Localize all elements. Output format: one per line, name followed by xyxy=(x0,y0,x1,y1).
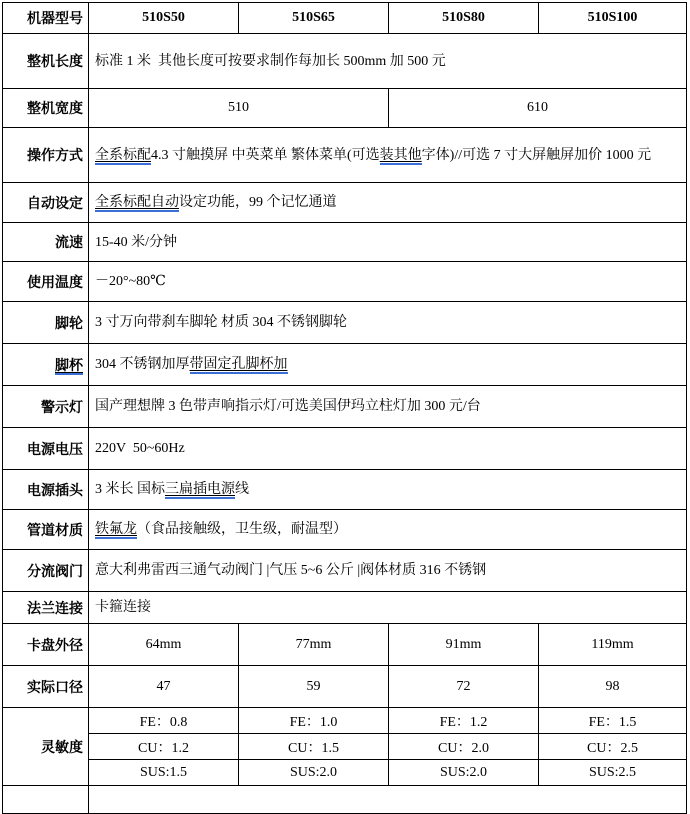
underlined-text: 铁氟龙 xyxy=(95,522,137,537)
text: 3 米长 国标 xyxy=(95,482,165,497)
underlined-text: 全系标配 xyxy=(95,147,151,163)
row-label-text: 灵敏度 xyxy=(41,738,83,755)
value-cell: 72 xyxy=(389,666,539,708)
row-label-13 xyxy=(3,550,89,592)
value-cell: 510S100 xyxy=(539,3,687,34)
value-cell xyxy=(89,128,687,183)
text: （食品接触级，卫生级，耐温型） xyxy=(137,522,347,537)
row-label-text: 整机长度 xyxy=(27,53,83,69)
value-cell xyxy=(89,550,687,592)
value-cell xyxy=(89,183,687,223)
text: 3 寸万向带刹车脚轮 材质 304 不锈钢脚轮 xyxy=(95,315,347,330)
value-cell: CU：2.0 xyxy=(389,734,539,760)
row-label-text: 分流阀门 xyxy=(27,562,83,579)
row-label-text: 电源插头 xyxy=(27,481,83,498)
row-label-12 xyxy=(3,510,89,550)
row-label-5 xyxy=(3,223,89,262)
row-label-text: 自动设定 xyxy=(27,194,83,211)
text: 设定功能，99 个记忆通道 xyxy=(179,195,337,210)
text: 4.3 寸触摸屏 中英菜单 繁体菜单(可选 xyxy=(151,147,380,163)
value-cell xyxy=(89,344,687,386)
value-cell: 610 xyxy=(389,89,687,128)
row-label-17 xyxy=(3,708,89,786)
value-cell: FE：1.5 xyxy=(539,708,687,734)
row-label-10 xyxy=(3,428,89,470)
value-cell: CU：1.5 xyxy=(239,734,389,760)
row-label-8 xyxy=(3,344,89,386)
row-label-text: 整机宽度 xyxy=(27,100,83,116)
value-cell xyxy=(89,510,687,550)
spec-table-body xyxy=(3,3,687,814)
row-label-text: 操作方式 xyxy=(27,147,83,163)
underlined-text: 装其他 xyxy=(379,147,422,163)
row-label-1 xyxy=(3,34,89,89)
row-label-text: 脚杯 xyxy=(55,356,83,373)
row-label-2 xyxy=(3,89,89,128)
row-label-6 xyxy=(3,262,89,302)
row-label-16 xyxy=(3,666,89,708)
row-label-text: 电源电压 xyxy=(27,440,83,457)
value-cell: 510S80 xyxy=(389,3,539,34)
text: 304 不锈钢加厚 xyxy=(95,357,190,372)
value-cell xyxy=(89,428,687,470)
row-label-3 xyxy=(3,128,89,183)
text: 220V 50~60Hz xyxy=(95,441,185,456)
value-cell: 510S65 xyxy=(239,3,389,34)
value-cell: FE：1.2 xyxy=(389,708,539,734)
value-cell: FE：0.8 xyxy=(89,708,239,734)
value-cell: 64mm xyxy=(89,624,239,666)
value-cell: 47 xyxy=(89,666,239,708)
underlined-text: 带固定孔脚杯加 xyxy=(189,357,288,372)
row-label-text: 脚轮 xyxy=(55,314,83,331)
value-cell: 98 xyxy=(539,666,687,708)
row-label-text: 流速 xyxy=(55,234,83,250)
value-cell: 510S50 xyxy=(89,3,239,34)
row-label-text: 警示灯 xyxy=(41,398,83,415)
row-label-text: 使用温度 xyxy=(27,273,83,290)
value-cell: 77mm xyxy=(239,624,389,666)
value-cell xyxy=(89,386,687,428)
value-cell: SUS:2.0 xyxy=(239,760,389,786)
row-label-text: 卡盘外径 xyxy=(27,636,83,653)
value-cell: SUS:2.5 xyxy=(539,760,687,786)
value-cell xyxy=(89,470,687,510)
spec-table xyxy=(2,2,687,814)
value-cell: 119mm xyxy=(539,624,687,666)
row-label-7 xyxy=(3,302,89,344)
text: 线 xyxy=(235,482,249,497)
value-cell: SUS:2.0 xyxy=(389,760,539,786)
row-label-text: 法兰连接 xyxy=(27,599,83,616)
text: 15-40 米/分钟 xyxy=(95,234,178,250)
value-cell: SUS:1.5 xyxy=(89,760,239,786)
value-cell: CU：1.2 xyxy=(89,734,239,760)
value-cell: FE：1.0 xyxy=(239,708,389,734)
underlined-text: 三扁插电源 xyxy=(165,482,235,497)
value-cell: 510 xyxy=(89,89,389,128)
text: 卡箍连接 xyxy=(95,600,151,615)
row-label-14 xyxy=(3,592,89,624)
value-cell: 59 xyxy=(239,666,389,708)
row-label-0 xyxy=(3,3,89,34)
underlined-text: 全系标配自动 xyxy=(95,195,179,210)
row-label-4 xyxy=(3,183,89,223)
value-cell: CU：2.5 xyxy=(539,734,687,760)
row-label-text: 实际口径 xyxy=(27,678,83,695)
row-label-15 xyxy=(3,624,89,666)
value-cell xyxy=(89,592,687,624)
row-label-9 xyxy=(3,386,89,428)
value-cell: 91mm xyxy=(389,624,539,666)
text: 意大利弗雷西三通气动阀门 |气压 5~6 公斤 |阀体材质 316 不锈钢 xyxy=(95,563,487,578)
text: 国产理想牌 3 色带声响指示灯/可选美国伊玛立柱灯加 300 元/台 xyxy=(95,399,481,414)
row-label-text: 管道材质 xyxy=(27,521,83,538)
value-cell xyxy=(89,34,687,89)
row-label-11 xyxy=(3,470,89,510)
text: 标准 1 米 其他长度可按要求制作每加长 500mm 加 500 元 xyxy=(95,53,446,69)
row-label-text: 机器型号 xyxy=(27,10,83,26)
text: 字体)//可选 7 寸大屏触屏加价 1000 元 xyxy=(421,147,652,163)
value-cell xyxy=(89,223,687,262)
value-cell xyxy=(89,302,687,344)
value-cell xyxy=(89,262,687,302)
text: －20°~80℃ xyxy=(95,274,166,289)
